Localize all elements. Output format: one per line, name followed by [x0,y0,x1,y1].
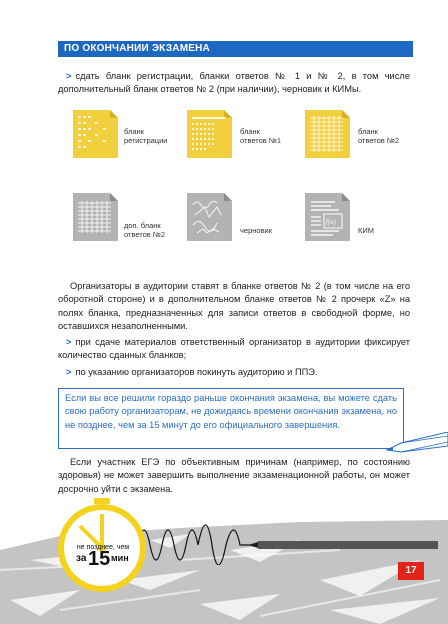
clock-caption: не позднее, чем [76,544,130,551]
form-label-kim: КИМ [358,226,375,235]
form-label-answer-1: бланк ответов №1 [240,127,282,145]
page-number: 17 [398,562,424,580]
draft-icon [187,193,232,241]
wavy-line-decoration [138,505,438,565]
bullet-leave-room: > по указанию организаторов покинуть аудиторию и ППЭ. [66,367,318,377]
clock-unit: мин [111,553,129,563]
clock-number: 15 [88,548,111,570]
clock-za: за [76,553,87,564]
section-title: ПО ОКОНЧАНИИ ЭКЗАМЕНА [58,41,413,57]
extra-answer-form-icon [73,193,118,241]
arrow-icon: > [66,71,72,81]
kim-icon [305,193,350,241]
answer-form-2-icon [305,110,350,158]
z-mark-paragraph: Организаторы в аудитории ставят в бланке ответов № 2 (в том числе на его оборотной стороне) и в дополнительном бланке ответов № 2 прочерк «Z» на полях бланка, предназначенных для записи ответов в свободной форме, но оставшихся незаполненными. [58,281,410,332]
bullet-count-forms: > при сдаче материалов ответственный организатор в аудитории фиксирует количество сданных бланков; [58,337,410,361]
intro-text: сдать бланк регистрации, бланки ответов № 1 и № 2, в том числе дополнительный бланк ответов № 2 (при наличии), черновик и КИМы. [58,71,410,95]
intro-paragraph [58,70,410,97]
answer-form-1-icon [187,110,232,158]
form-label-draft: черновик [240,226,273,235]
health-paragraph: Если участник ЕГЭ по объективным причинам (например, по состоянию здоровья) не может завершить выполнение экзаменационной работы, он может досрочно уйти с экзамена. [58,457,410,494]
svg-text:f(x): f(x) [326,218,336,226]
registration-form-icon [73,110,118,158]
pencil-icon [385,432,448,458]
arrow-icon: > [66,367,72,377]
form-label-extra-answer: доп. бланк ответов №2 [124,221,166,239]
form-label-registration: бланк регистрации [124,127,168,145]
form-label-answer-2: бланк ответов №2 [358,127,400,145]
early-finish-callout: Если вы все решили гораздо раньше окончания экзамена, вы можете сдать свою работу организаторам, не дожидаясь времени окончания экзамена, но не позднее, чем за 15 минут до его официального завершения. [58,388,404,449]
arrow-icon: > [66,337,72,347]
